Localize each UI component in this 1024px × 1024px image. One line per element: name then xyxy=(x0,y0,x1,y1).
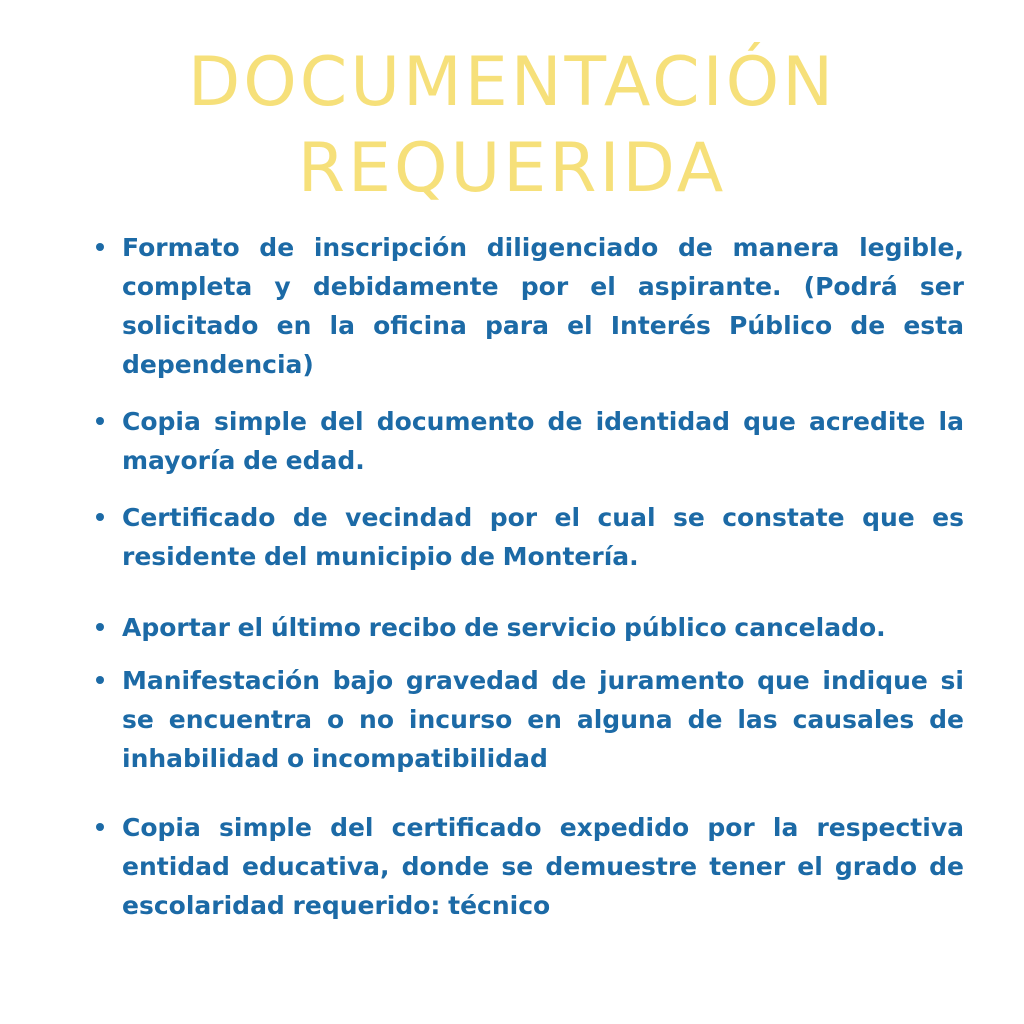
bullet-icon xyxy=(96,513,104,521)
requirements-list xyxy=(96,228,964,925)
requirement-text: Formato de inscripción diligenciado de manera legible, completa y debidamente por el aspirante. (Podrá ser solicitado en la oficina para el Interés Público de esta dependencia) xyxy=(122,233,964,379)
requirement-text: Manifestación bajo gravedad de juramento que indique si se encuentra o no incurso en alguna de las causales de inhabilidad o incompatibilidad xyxy=(122,666,964,773)
list-item xyxy=(96,228,964,384)
title-line-1: DOCUMENTACIÓN xyxy=(187,43,837,122)
requirement-text: Copia simple del documento de identidad que acredite la mayoría de edad. xyxy=(122,407,964,475)
requirement-text: Aportar el último recibo de servicio público cancelado. xyxy=(122,613,886,642)
requirement-text: Certificado de vecindad por el cual se constate que es residente del municipio de Montería. xyxy=(122,503,964,571)
title-line-2: REQUERIDA xyxy=(297,129,727,208)
bullet-icon xyxy=(96,623,104,631)
list-item xyxy=(96,498,964,576)
requirement-text: Copia simple del certificado expedido por la respectiva entidad educativa, donde se demuestre tener el grado de escolaridad requerido: técnico xyxy=(122,813,964,920)
bullet-icon xyxy=(96,417,104,425)
bullet-icon xyxy=(96,823,104,831)
list-item xyxy=(96,808,964,925)
bullet-icon xyxy=(96,676,104,684)
list-item xyxy=(96,661,964,778)
page-title xyxy=(0,40,1024,212)
list-item xyxy=(96,402,964,480)
list-item xyxy=(96,608,964,647)
bullet-icon xyxy=(96,243,104,251)
